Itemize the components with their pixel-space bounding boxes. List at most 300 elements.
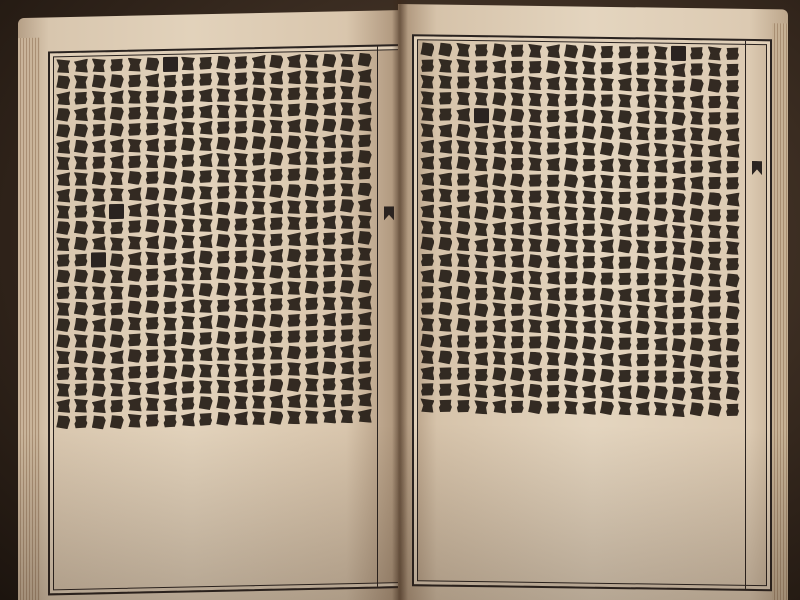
text-glyph [618,304,632,318]
text-glyph [74,237,88,251]
text-glyph [600,288,614,302]
text-glyph [322,393,336,407]
text-glyph [305,410,319,424]
text-glyph [252,314,266,328]
text-glyph [358,150,372,164]
text-glyph [145,316,159,330]
text-glyph [510,44,524,58]
text-glyph [456,350,470,364]
text-glyph [420,42,434,56]
text-glyph [269,378,283,392]
text-glyph [636,288,650,302]
text-glyph [492,335,506,349]
text-glyph [216,104,230,118]
text-glyph [322,53,336,67]
text-column [582,45,597,581]
text-glyph [564,44,578,58]
text-glyph [74,334,88,348]
text-glyph [56,91,70,105]
text-glyph [74,350,88,364]
text-glyph [474,255,488,269]
text-glyph [672,144,686,158]
text-column [251,55,266,583]
text-glyph [708,79,722,93]
text-glyph [510,303,524,317]
right-page [398,4,788,600]
text-glyph [708,241,722,255]
text-glyph [252,168,266,182]
text-glyph [92,318,106,332]
text-glyph [546,400,560,414]
text-glyph [420,318,434,332]
text-glyph [510,141,524,155]
text-glyph [546,368,560,382]
text-glyph [438,237,452,251]
text-glyph [546,255,560,269]
text-glyph [654,386,668,400]
text-glyph [74,204,88,218]
text-glyph [199,299,213,313]
text-glyph [322,329,336,343]
text-glyph [726,79,740,93]
text-glyph [181,137,195,151]
text-glyph [726,370,740,384]
text-glyph [110,350,124,364]
text-glyph [690,321,704,335]
text-glyph [56,399,70,413]
text-glyph [358,198,372,212]
text-glyph [456,172,470,186]
text-glyph [564,239,578,253]
text-glyph [636,385,650,399]
text-glyph [528,206,542,220]
text-glyph [708,257,722,271]
text-glyph [420,75,434,89]
text-glyph [74,156,88,170]
text-glyph [145,106,159,120]
text-glyph [456,334,470,348]
text-glyph [252,282,266,296]
text-glyph [564,93,578,107]
text-glyph [492,60,506,74]
text-glyph [690,176,704,190]
text-glyph [163,123,177,137]
text-glyph [564,77,578,91]
text-glyph [708,192,722,206]
text-glyph [546,60,560,74]
text-glyph [492,270,506,284]
text-glyph [163,74,177,88]
text-glyph [110,187,124,201]
text-glyph [358,328,372,342]
text-glyph [636,110,650,124]
text-glyph [199,315,213,329]
text-glyph [56,415,70,429]
text-glyph [110,123,124,137]
text-glyph [340,166,354,180]
text-glyph [56,383,70,397]
text-glyph [340,85,354,99]
text-glyph [128,349,142,363]
text-glyph [690,370,704,384]
text-glyph [726,257,740,271]
text-glyph [199,186,213,200]
text-glyph [340,53,354,67]
text-glyph [582,77,596,91]
text-glyph [636,94,650,108]
text-glyph [474,157,488,171]
text-glyph [252,249,266,263]
text-glyph [110,366,124,380]
text-glyph [654,46,668,60]
text-glyph [287,184,301,198]
text-glyph [438,188,452,202]
text-glyph [456,108,470,122]
text-glyph [708,305,722,319]
text-glyph [199,380,213,394]
text-column [304,54,319,582]
text-glyph [269,249,283,263]
text-glyph [510,92,524,106]
text-column [671,46,686,582]
text-glyph [528,190,542,204]
text-glyph [56,237,70,251]
text-glyph [654,321,668,335]
text-glyph [636,191,650,205]
text-glyph [128,284,142,298]
text-glyph [56,302,70,316]
text-glyph [287,54,301,68]
text-glyph [528,368,542,382]
text-glyph [322,102,336,116]
text-glyph [420,398,434,412]
text-glyph [726,95,740,109]
text-glyph [546,174,560,188]
text-glyph [564,61,578,75]
text-glyph [726,241,740,255]
text-glyph [690,337,704,351]
text-glyph [726,338,740,352]
text-glyph [199,153,213,167]
text-glyph [510,60,524,74]
text-glyph [474,75,488,89]
text-glyph [199,105,213,119]
text-column [653,46,668,582]
text-glyph [546,206,560,220]
text-glyph [546,384,560,398]
text-glyph [234,395,248,409]
text-glyph [492,108,506,122]
text-glyph [287,362,301,376]
text-glyph [528,384,542,398]
text-glyph [322,264,336,278]
text-glyph [564,125,578,139]
text-glyph [358,166,372,180]
text-glyph [672,225,686,239]
text-glyph [252,379,266,393]
text-column [420,42,435,578]
text-glyph [234,282,248,296]
text-glyph [269,119,283,133]
text-glyph [110,74,124,88]
section-marker [163,57,178,72]
text-column [216,56,231,584]
text-glyph [287,151,301,165]
text-glyph [234,379,248,393]
text-glyph [528,254,542,268]
text-glyph [510,270,524,284]
text-glyph [287,103,301,117]
text-glyph [358,393,372,407]
text-glyph [636,45,650,59]
text-glyph [456,399,470,413]
text-glyph [181,315,195,329]
text-glyph [492,76,506,90]
text-glyph [582,401,596,415]
text-glyph [438,285,452,299]
text-glyph [56,318,70,332]
text-glyph [92,367,106,381]
text-glyph [672,322,686,336]
text-glyph [672,241,686,255]
text-glyph [528,287,542,301]
text-glyph [618,77,632,91]
text-glyph [234,55,248,69]
text-glyph [474,335,488,349]
text-glyph [305,313,319,327]
text-glyph [269,281,283,295]
text-glyph [234,330,248,344]
text-glyph [456,269,470,283]
text-glyph [216,347,230,361]
text-glyph [252,395,266,409]
text-column [145,57,160,585]
text-glyph [492,367,506,381]
text-glyph [654,272,668,286]
text-glyph [654,337,668,351]
text-glyph [690,289,704,303]
text-glyph [340,263,354,277]
text-glyph [252,298,266,312]
text-glyph [110,106,124,120]
text-glyph [234,201,248,215]
text-column [181,56,196,584]
text-glyph [474,287,488,301]
text-glyph [528,303,542,317]
text-glyph [654,305,668,319]
text-glyph [181,380,195,394]
text-glyph [510,319,524,333]
text-glyph [654,127,668,141]
text-glyph [510,157,524,171]
text-glyph [600,126,614,140]
text-glyph [74,253,88,267]
text-glyph [92,91,106,105]
text-glyph [582,93,596,107]
text-glyph [56,172,70,186]
text-glyph [510,367,524,381]
text-glyph [287,281,301,295]
text-glyph [726,354,740,368]
text-glyph [358,117,372,131]
text-glyph [252,217,266,231]
text-glyph [145,332,159,346]
text-glyph [322,377,336,391]
text-column [510,44,525,580]
text-glyph [322,86,336,100]
text-glyph [528,173,542,187]
text-glyph [305,86,319,100]
text-glyph [690,273,704,287]
text-glyph [163,382,177,396]
text-glyph [456,75,470,89]
text-glyph [110,318,124,332]
text-glyph [636,62,650,76]
text-glyph [216,315,230,329]
text-glyph [92,334,106,348]
text-glyph [305,345,319,359]
text-glyph [145,397,159,411]
text-glyph [708,176,722,190]
text-glyph [564,287,578,301]
text-glyph [420,269,434,283]
text-glyph [56,75,70,89]
text-glyph [74,382,88,396]
text-column [689,46,704,582]
text-glyph [654,402,668,416]
text-glyph [145,235,159,249]
text-glyph [216,250,230,264]
text-glyph [145,170,159,184]
text-glyph [420,253,434,267]
text-glyph [287,87,301,101]
text-glyph [128,138,142,152]
text-glyph [128,252,142,266]
text-glyph [510,254,524,268]
text-glyph [528,400,542,414]
text-glyph [618,142,632,156]
text-glyph [690,143,704,157]
text-glyph [618,207,632,221]
text-glyph [181,202,195,216]
text-glyph [340,69,354,83]
text-glyph [199,283,213,297]
text-glyph [708,208,722,222]
text-glyph [600,207,614,221]
text-glyph [340,150,354,164]
text-glyph [358,279,372,293]
text-glyph [163,90,177,104]
text-glyph [708,127,722,141]
text-glyph [618,158,632,172]
text-glyph [528,319,542,333]
text-glyph [181,251,195,265]
text-glyph [145,219,159,233]
text-glyph [708,354,722,368]
text-glyph [145,187,159,201]
text-glyph [92,270,106,284]
text-glyph [181,364,195,378]
text-glyph [340,118,354,132]
text-glyph [564,158,578,172]
text-glyph [438,366,452,380]
text-column [492,43,507,579]
text-glyph [564,384,578,398]
text-glyph [252,71,266,85]
text-glyph [163,236,177,250]
text-glyph [269,411,283,425]
text-glyph [726,176,740,190]
text-glyph [305,248,319,262]
text-glyph [145,381,159,395]
text-glyph [128,219,142,233]
text-glyph [252,55,266,69]
text-glyph [322,134,336,148]
text-glyph [690,224,704,238]
text-glyph [74,301,88,315]
text-glyph [322,70,336,84]
text-glyph [726,144,740,158]
text-glyph [234,411,248,425]
text-glyph [145,413,159,427]
text-glyph [269,346,283,360]
text-glyph [438,156,452,170]
text-glyph [128,397,142,411]
text-glyph [600,385,614,399]
section-marker [109,204,124,219]
text-glyph [56,286,70,300]
text-glyph [582,142,596,156]
text-glyph [234,88,248,102]
text-glyph [528,109,542,123]
text-glyph [672,338,686,352]
text-glyph [708,386,722,400]
text-glyph [74,188,88,202]
text-glyph [618,369,632,383]
text-glyph [654,191,668,205]
text-glyph [252,184,266,198]
text-glyph [528,238,542,252]
text-glyph [252,152,266,166]
text-glyph [492,43,506,57]
text-glyph [110,399,124,413]
text-glyph [582,61,596,75]
text-glyph [600,304,614,318]
text-glyph [56,205,70,219]
text-glyph [510,189,524,203]
text-glyph [672,79,686,93]
text-glyph [474,59,488,73]
text-glyph [546,93,560,107]
text-glyph [199,364,213,378]
text-glyph [636,321,650,335]
text-glyph [420,237,434,251]
text-glyph [252,265,266,279]
text-glyph [74,318,88,332]
text-glyph [269,135,283,149]
text-glyph [600,271,614,285]
text-glyph [492,399,506,413]
text-glyph [618,288,632,302]
text-glyph [216,363,230,377]
text-glyph [322,231,336,245]
text-glyph [690,257,704,271]
text-glyph [690,46,704,60]
text-glyph [234,314,248,328]
text-glyph [438,91,452,105]
text-glyph [438,75,452,89]
text-glyph [305,135,319,149]
